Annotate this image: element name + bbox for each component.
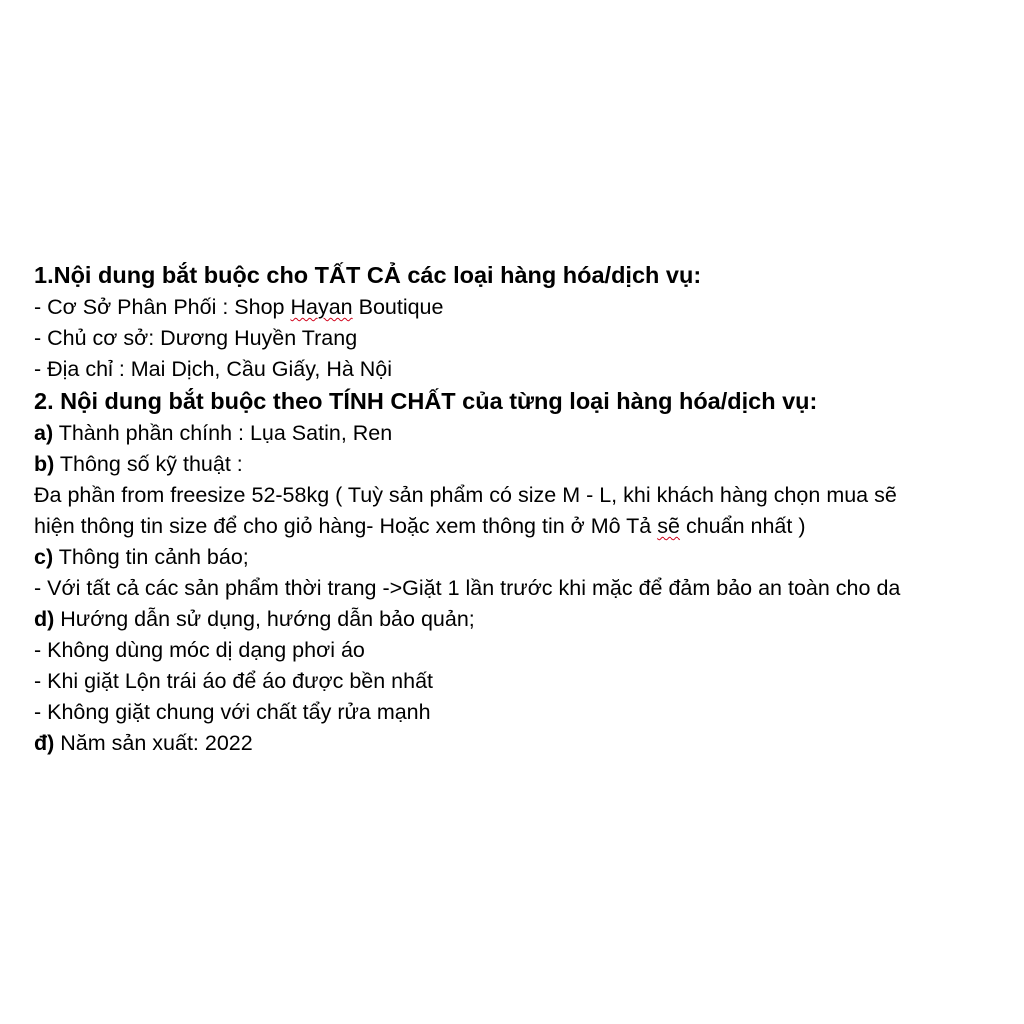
item-d <box>34 604 994 635</box>
item-dd <box>34 728 994 759</box>
item-dd-text: Năm sản xuất: 2022 <box>54 731 253 755</box>
item-b-detail-line2-suffix: chuẩn nhất ) <box>679 514 806 538</box>
item-c-text: Thông tin cảnh báo; <box>53 545 249 569</box>
distributor-line <box>34 292 994 323</box>
item-d-instruction-0: - Không dùng móc dị dạng phơi áo <box>34 638 365 662</box>
item-a-marker: a) <box>34 421 54 445</box>
item-d-marker: d) <box>34 607 55 631</box>
address-line: - Địa chỉ : Mai Dịch, Cầu Giấy, Hà Nội <box>34 357 393 381</box>
distributor-misspelled-word: Hayan <box>290 295 353 319</box>
item-b-text: Thông số kỹ thuật : <box>54 452 243 476</box>
distributor-prefix: - Cơ Sở Phân Phối : Shop <box>34 295 291 319</box>
distributor-suffix: Boutique <box>352 295 444 319</box>
item-b-detail-misspelled-word: sẽ <box>657 514 680 538</box>
owner-line: - Chủ cơ sở: Dương Huyền Trang <box>34 326 358 350</box>
item-c-warning-0: - Với tất cả các sản phẩm thời trang ->Giặt 1 lần trước khi mặc để đảm bảo an toàn cho da <box>34 576 901 600</box>
item-d-text: Hướng dẫn sử dụng, hướng dẫn bảo quản; <box>54 607 475 631</box>
section1-heading: 1.Nội dung bắt buộc cho TẤT CẢ các loại hàng hóa/dịch vụ: <box>34 262 702 288</box>
item-a-text: Thành phần chính : Lụa Satin, Ren <box>53 421 393 445</box>
item-b <box>34 449 994 480</box>
item-d-instruction-1: - Khi giặt Lộn trái áo để áo được bền nhất <box>34 669 434 693</box>
item-c <box>34 542 994 573</box>
item-b-marker: b) <box>34 452 55 476</box>
item-b-detail-line1: Đa phần from freesize 52-58kg ( Tuỳ sản phẩm có size M - L, khi khách hàng chọn mua sẽ <box>34 483 897 507</box>
section2-heading: 2. Nội dung bắt buộc theo TÍNH CHẤT của từng loại hàng hóa/dịch vụ: <box>34 388 818 414</box>
item-b-detail-line2-prefix: hiện thông tin size để cho giỏ hàng- Hoặc xem thông tin ở Mô Tả <box>34 514 658 538</box>
item-dd-marker: đ) <box>34 731 55 755</box>
item-c-marker: c) <box>34 545 54 569</box>
item-b-detail-line2 <box>34 511 994 542</box>
item-a <box>34 418 994 449</box>
document-body <box>34 259 994 759</box>
item-d-instruction-2: - Không giặt chung với chất tẩy rửa mạnh <box>34 700 431 724</box>
